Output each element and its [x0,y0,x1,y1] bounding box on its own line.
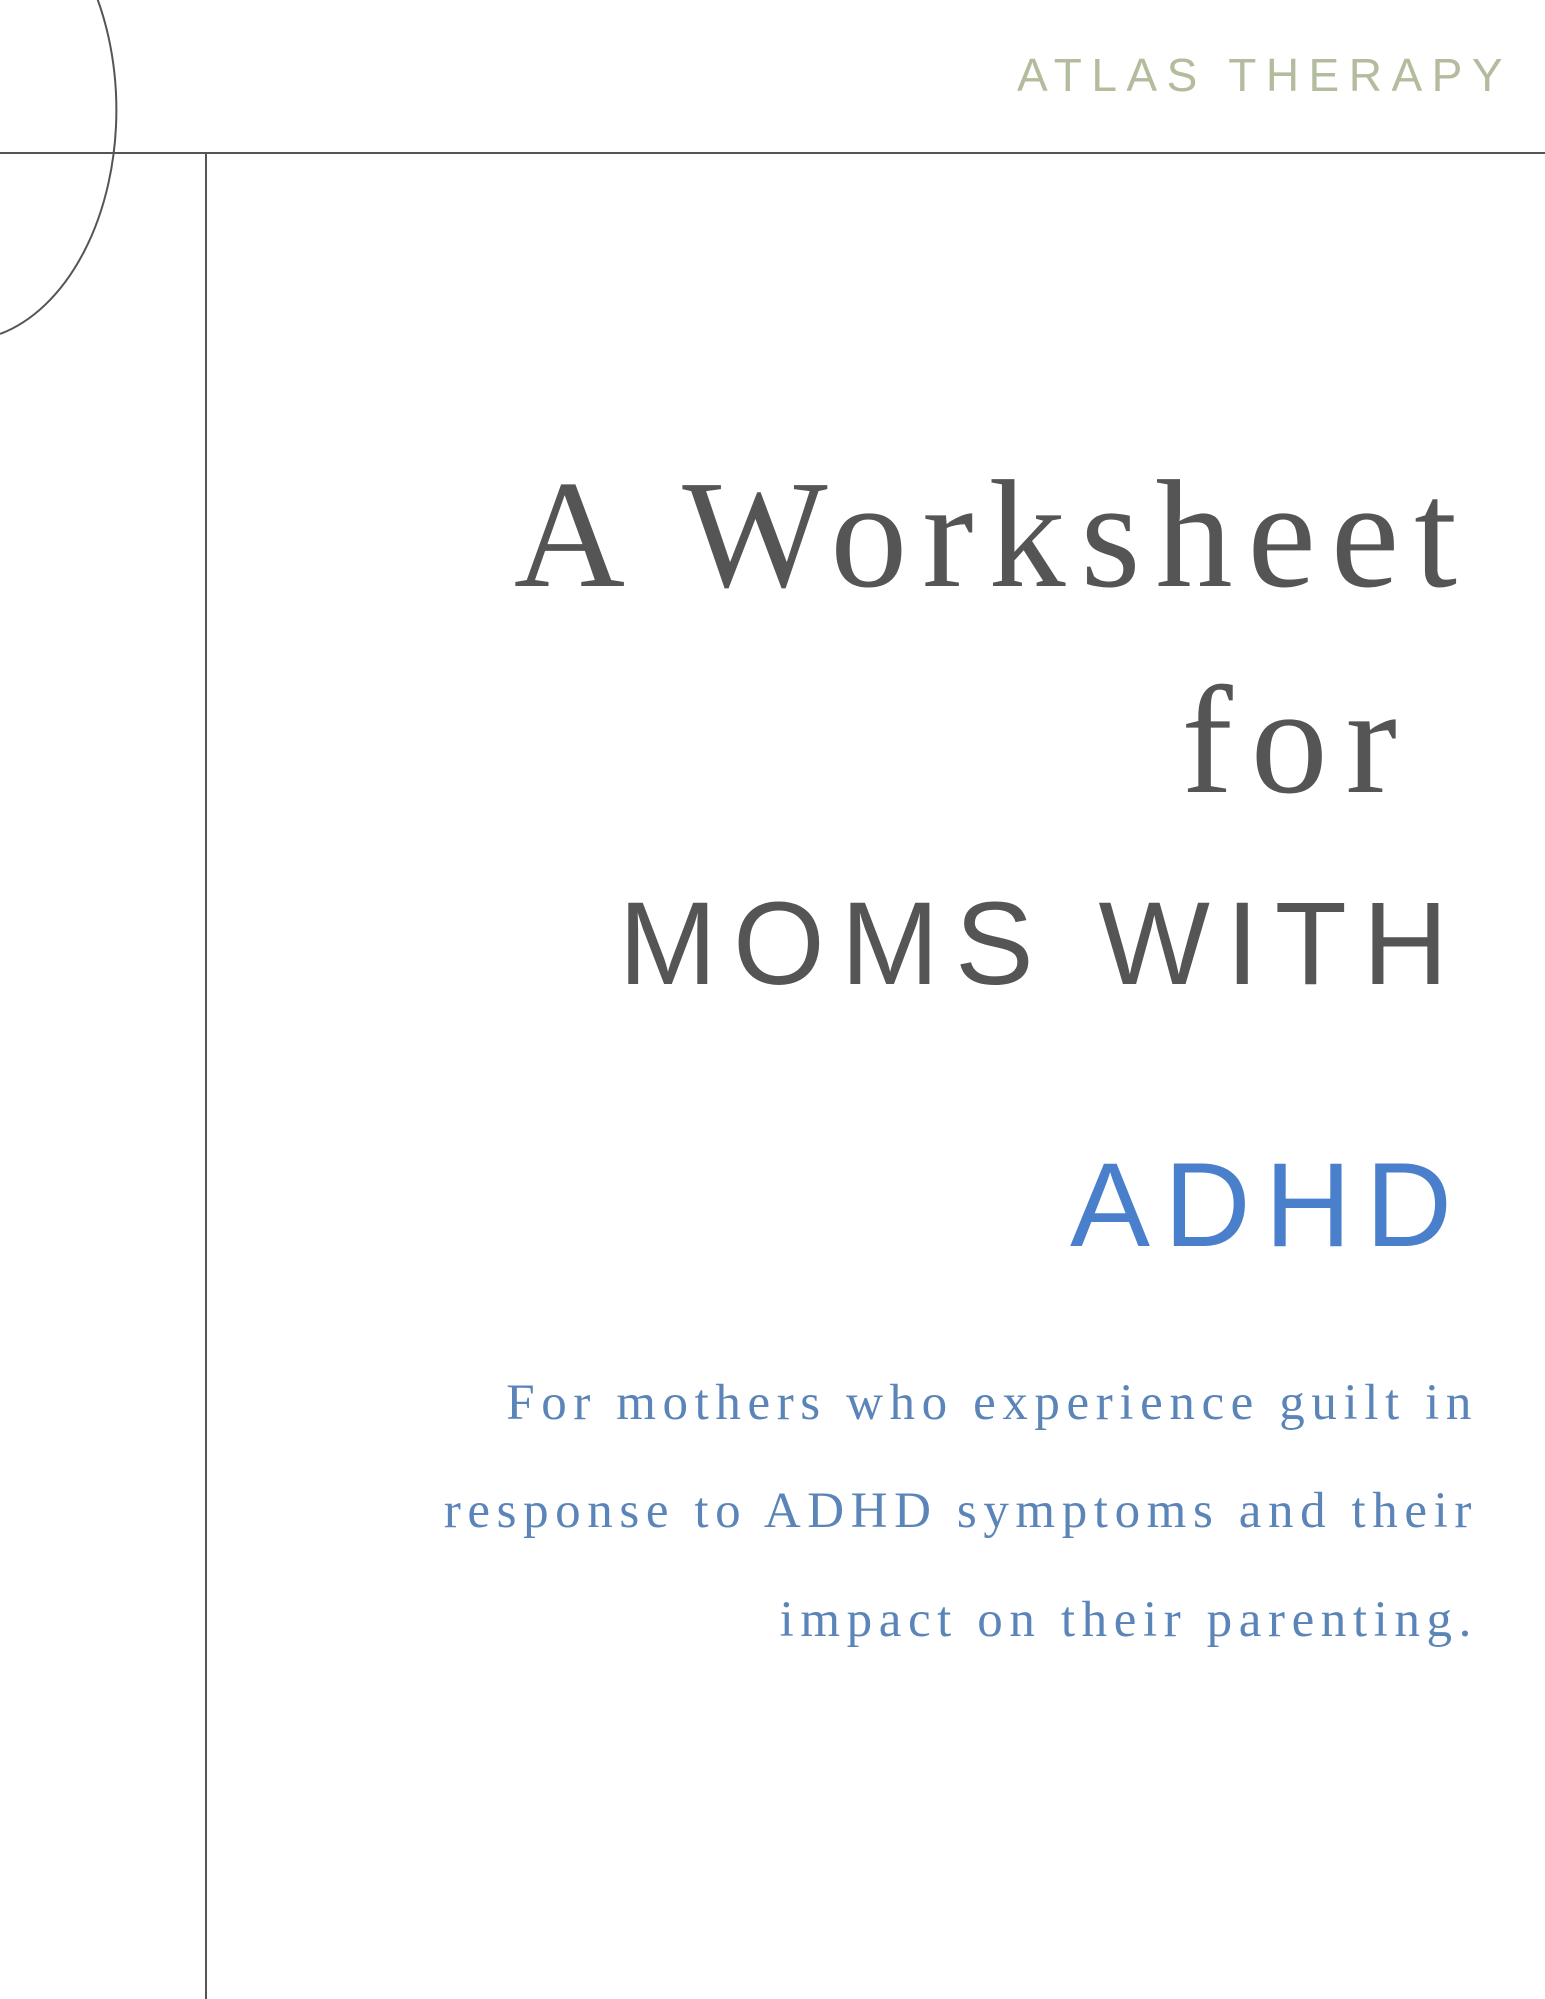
title-line-worksheet: A Worksheet [513,450,1472,620]
decorative-circle-arc [0,0,116,334]
title-line-adhd: ADHD [1069,1138,1466,1272]
subtitle-line-1: For mothers who experience guilt in [506,1375,1478,1431]
subtitle-line-3: impact on their parenting. [779,1592,1478,1648]
title-line-for: for [1181,656,1415,826]
brand-name: ATLAS THERAPY [1016,49,1512,101]
title-line-moms-with: MOMS WITH [618,878,1464,1010]
subtitle-line-2: response to ADHD symptoms and their [443,1483,1478,1539]
